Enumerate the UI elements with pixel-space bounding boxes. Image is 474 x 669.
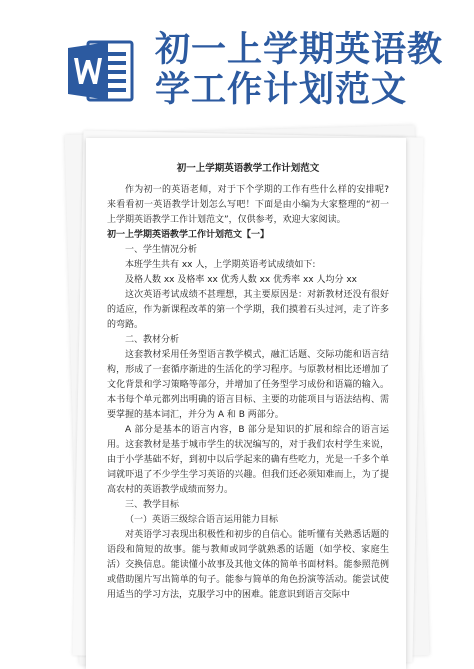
heading-teaching-goals: 三、教学目标 bbox=[125, 500, 180, 510]
word-document-icon bbox=[66, 36, 136, 106]
score-stats-line: 及格人数 xx 及格率 xx 优秀人数 xx 优秀率 xx 人均分 xx bbox=[125, 275, 358, 285]
heading-textbook-analysis: 二、教材分析 bbox=[125, 335, 180, 345]
textbook-paragraph-1: 这套教材采用任务型语言教学模式，融汇话题、交际功能和语言结构，形成了一套循序渐进的生活化的学习程序。与原教材相比还增加了文化背景和学习策略等部分，并增加了任务型学习成份和语篇的输入。本书每个单元都列出明确的语言目标、主要的功能项目与语法结构、需要掌握的基本词汇，并分为 A 和 B 两部分。 bbox=[107, 350, 389, 420]
heading-student-analysis: 一、学生情况分析 bbox=[125, 245, 198, 255]
textbook-paragraph-2: A 部分是基本的语言内容，B 部分是知识的扩展和综合的语言运用。这套教材是基于城市学生的状况编写的，对于我们农村学生来说，由于小学基础不好，到初中以后学起来的确有些吃力，光是一千多个单词就吓退了不少学生学习英语的兴趣。但我们还必须知难而上，为了提高农村的英语教学成绩而努力。 bbox=[107, 425, 389, 495]
document-title: 初一上学期英语教学工作计划范文 bbox=[176, 163, 320, 174]
goals-paragraph: 对英语学习表现出积极性和初步的自信心。能听懂有关熟悉话题的语段和简短的故事。能与教师或同学就熟悉的话题（如学校、家庭生活）交换信息。能读懂小故事及其他文体的简单书面材料。能参照范例或借助图片写出简单的句子。能参与简单的角色扮演等活动。能尝试使用适当的学习方法，克服学习中的困难。能意识到语言交际中 bbox=[107, 530, 389, 600]
intro-paragraph: 作为初一的英语老师，对于下个学期的工作有些什么样的安排呢?来看看初一英语教学计划怎么写吧！下面是由小编为大家整理的“初一上学期英语教学工作计划范文”，仅供参考，欢迎大家阅读。 bbox=[107, 185, 389, 225]
banner-title-line2: 学工作计划范文 bbox=[155, 70, 408, 110]
banner-title bbox=[155, 30, 465, 110]
section-heading: 初一上学期英语教学工作计划范文【一】 bbox=[107, 230, 270, 240]
banner-title-line1: 初一上学期英语教 bbox=[155, 30, 444, 70]
score-reason-paragraph: 这次英语考试成绩不甚理想，其主要原因是：对新教材还没有很好的适应，作为新课程改革的第一个学期，我们摸着石头过河，走了许多的弯路。 bbox=[107, 290, 389, 330]
banner bbox=[0, 0, 474, 125]
subheading-language-ability: （一）英语三级综合语言运用能力目标 bbox=[125, 515, 279, 525]
student-count-paragraph: 本班学生共有 xx 人，上学期英语考试成绩如下: bbox=[125, 260, 316, 270]
document-content bbox=[107, 161, 389, 603]
document-page bbox=[86, 138, 406, 669]
